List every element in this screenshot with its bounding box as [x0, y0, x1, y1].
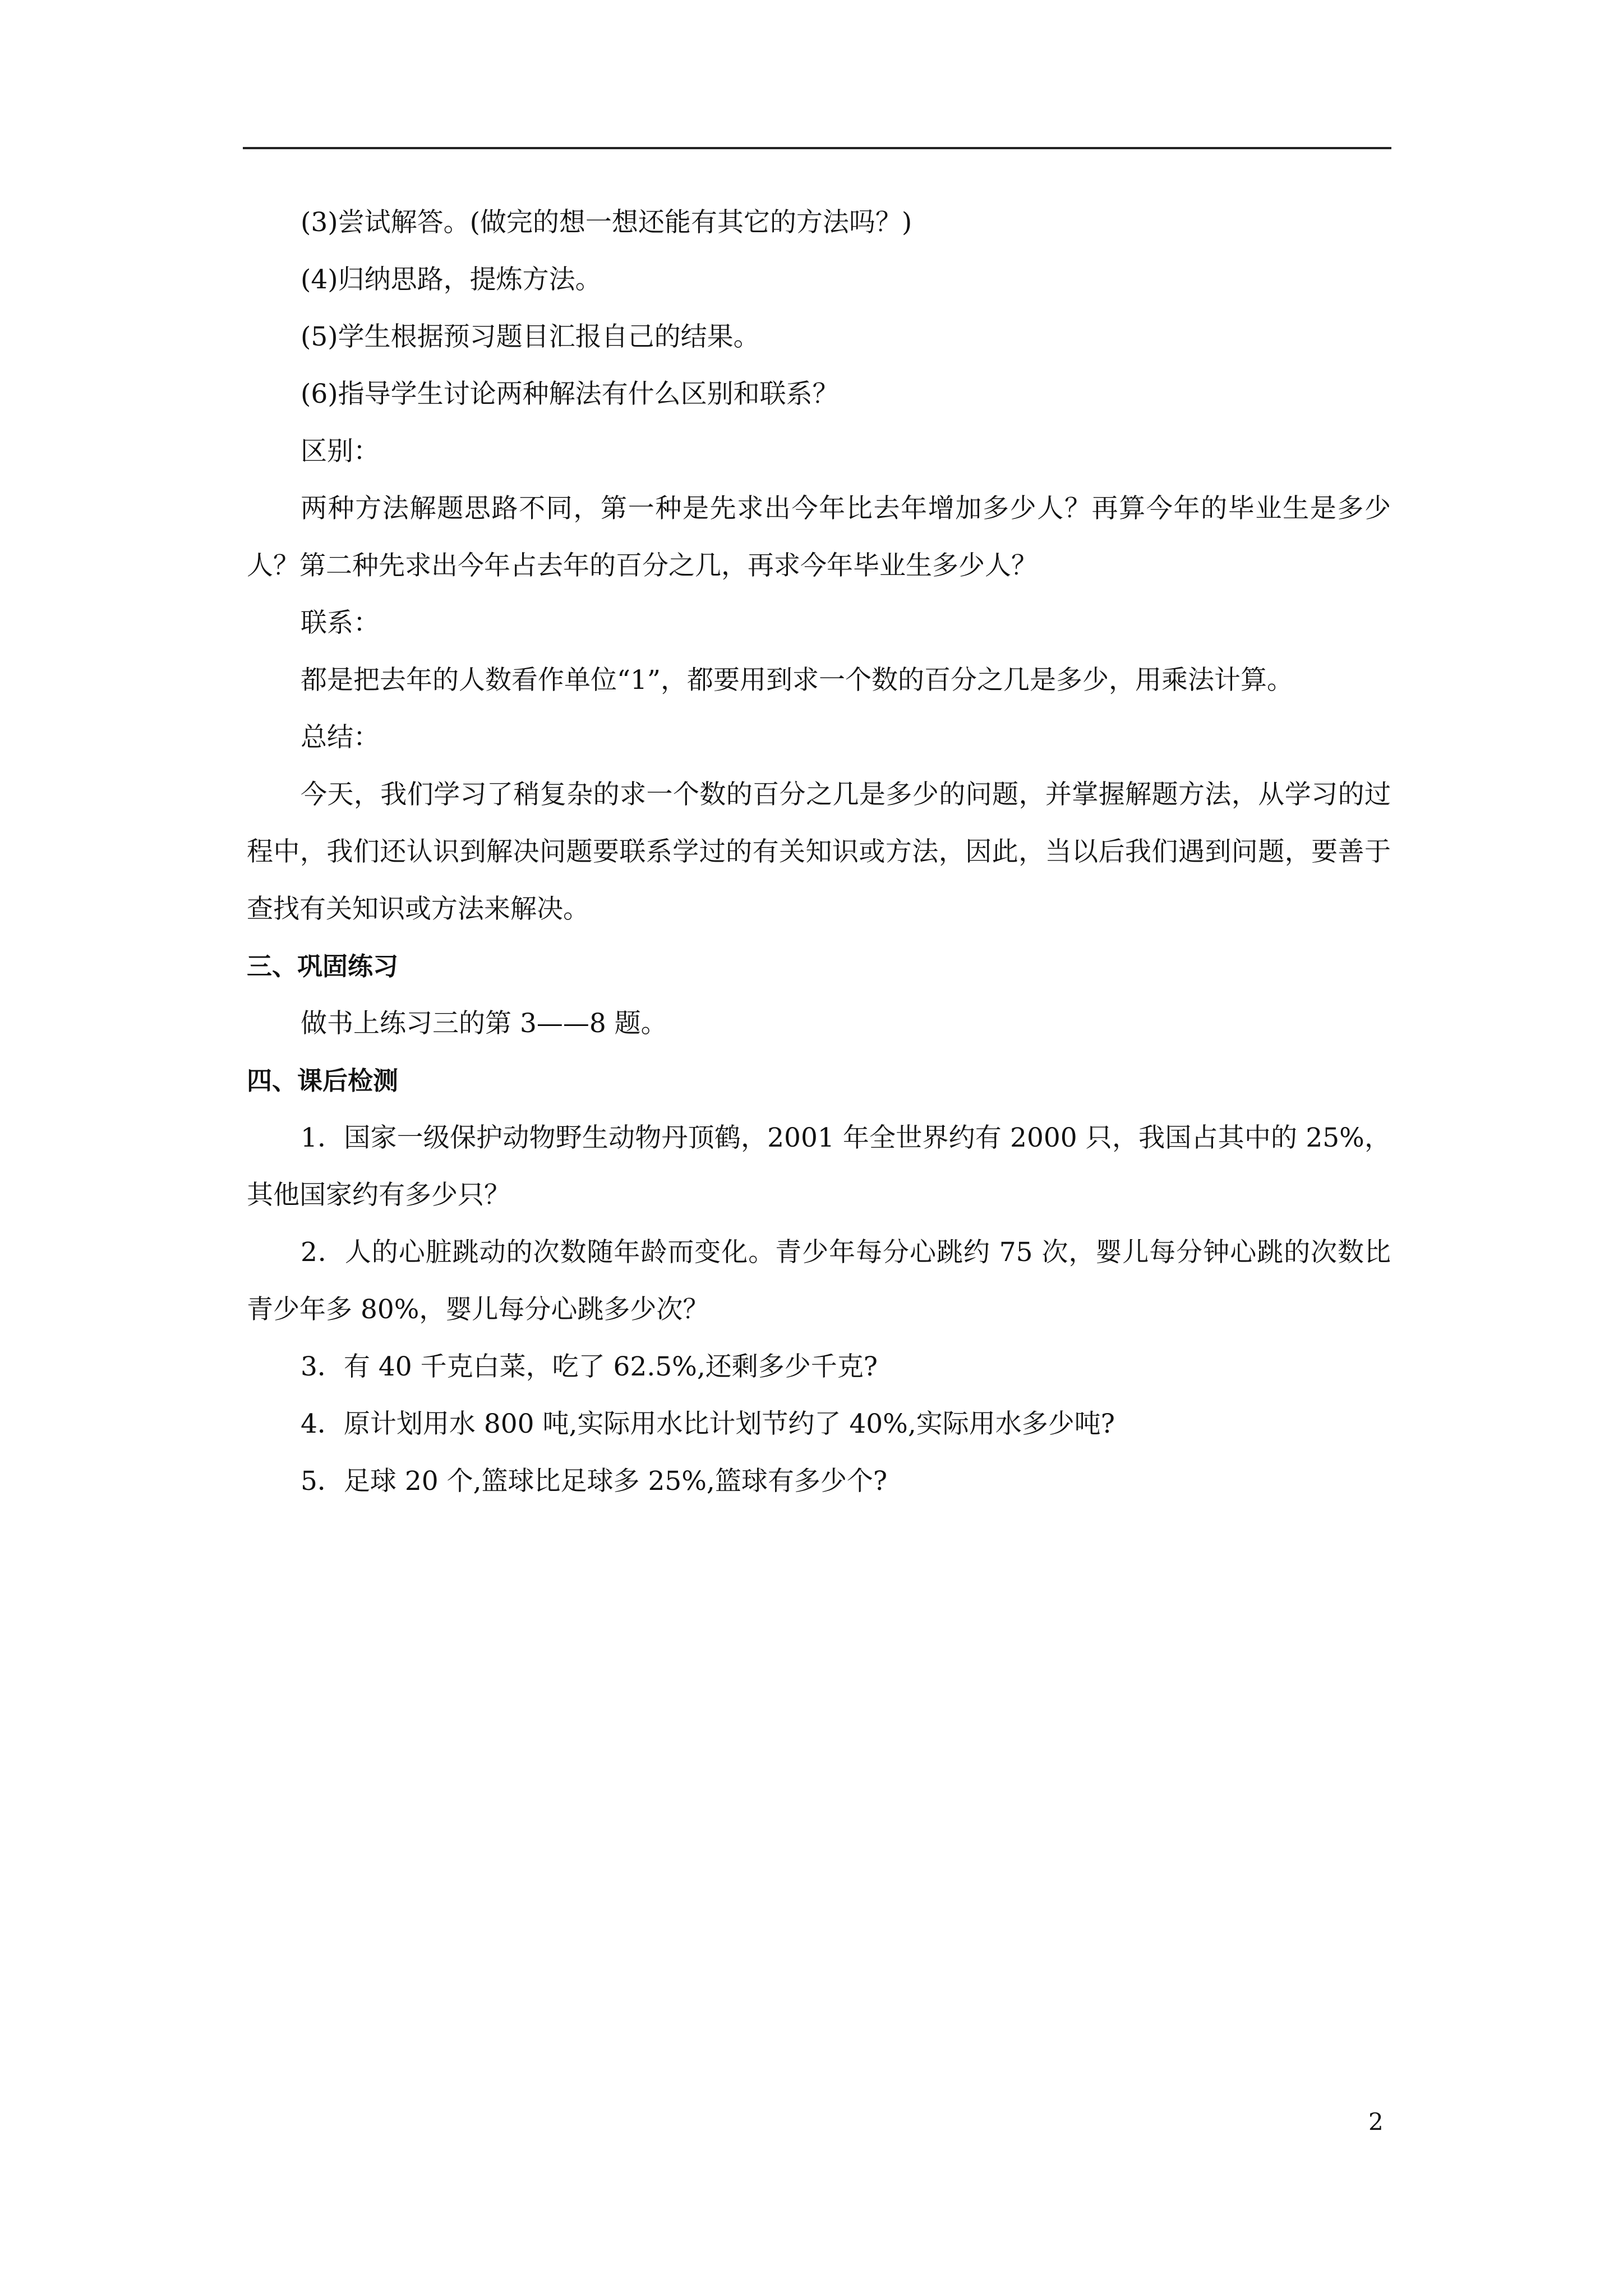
header-rule	[243, 147, 1391, 149]
difference-label: 区别：	[301, 436, 380, 467]
question-2: 2．人的心脏跳动的次数随年龄而变化。青少年每分心跳约 75 次，婴儿每分钟心跳的次数比青少年多 80%，婴儿每分心跳多少次？	[247, 1237, 1391, 1325]
question-4: 4．原计划用水 800 吨,实际用水比计划节约了 40%,实际用水多少吨?	[301, 1409, 1115, 1439]
summary-label: 总结：	[301, 722, 380, 753]
step-6-line: (6)指导学生讨论两种解法有什么区别和联系？	[301, 379, 839, 409]
question-3: 3．有 40 千克白菜，吃了 62.5%,还剩多少千克?	[301, 1351, 878, 1382]
connection-label: 联系：	[301, 608, 380, 638]
section-3-heading: 三、巩固练习	[247, 951, 399, 981]
page-number: 2	[1368, 2108, 1384, 2136]
step-5-line: (5)学生根据预习题目汇报自己的结果。	[301, 321, 760, 352]
section-3-text: 做书上练习三的第 3——8 题。	[301, 1008, 667, 1039]
step-4-line: (4)归纳思路，提炼方法。	[301, 264, 602, 295]
summary-paragraph: 今天，我们学习了稍复杂的求一个数的百分之几是多少的问题，并掌握解题方法，从学习的过程中，我们还认识到解决问题要联系学过的有关知识或方法，因此，当以后我们遇到问题，要善于查找有关知识或方法来解决。	[247, 779, 1391, 924]
question-1: 1．国家一级保护动物野生动物丹顶鹤，2001 年全世界约有 2000 只，我国占其中的 25%，其他国家约有多少只？	[247, 1122, 1391, 1211]
difference-paragraph: 两种方法解题思路不同，第一种是先求出今年比去年增加多少人？再算今年的毕业生是多少人？第二种先求出今年占去年的百分之几，再求今年毕业生多少人？	[247, 493, 1391, 581]
connection-paragraph: 都是把去年的人数看作单位“1”，都要用到求一个数的百分之几是多少，用乘法计算。	[301, 665, 1293, 696]
document-body	[247, 194, 1391, 1510]
question-5: 5．足球 20 个,篮球比足球多 25%,篮球有多少个?	[301, 1466, 888, 1497]
step-3-line: (3)尝试解答。(做完的想一想还能有其它的方法吗？)	[301, 207, 912, 238]
section-4-heading: 四、课后检测	[247, 1066, 399, 1096]
